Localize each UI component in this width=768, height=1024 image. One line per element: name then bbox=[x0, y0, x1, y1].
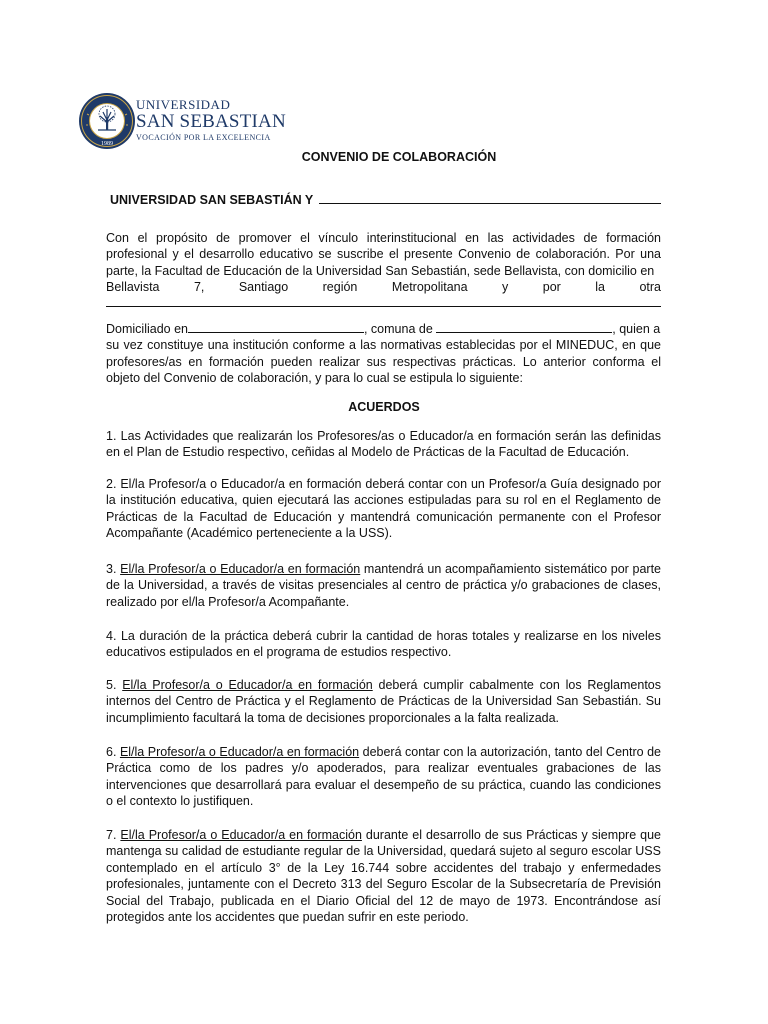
acuerdo-item-5 bbox=[106, 677, 661, 726]
acuerdo-item-3-number: 3. bbox=[106, 562, 121, 576]
acuerdo-item-1 bbox=[106, 428, 661, 461]
acuerdo-item-3 bbox=[106, 561, 661, 610]
acuerdo-item-7-role: El/la Profesor/a o Educador/a en formación bbox=[120, 828, 362, 842]
logo-wordmark bbox=[136, 97, 286, 143]
parties-line bbox=[110, 192, 661, 208]
seal-year: 1989 bbox=[101, 141, 113, 147]
domicile-line bbox=[106, 321, 661, 337]
acuerdo-item-5-text: deberá cumplir cabalmente con los Reglamentos internos del Centro de Práctica y el Reglamento de Prácticas de la Universidad San Sebastián. Su incumplimiento facultará la toma de decisiones proporcionales a la falta realizada. bbox=[106, 678, 661, 725]
university-seal-icon bbox=[78, 92, 136, 150]
acuerdo-item-6-role: El/la Profesor/a o Educador/a en formación bbox=[119, 745, 360, 759]
acuerdo-item-4 bbox=[106, 628, 661, 661]
acuerdo-item-2-text: 2. El/la Profesor/a o Educador/a en formación deberá contar con un Profesor/a Guía designado por la institución educativa, quien ejecutará las acciones estipuladas para su rol en el Reglamento de Prácticas de la Facultad de Educación y mantendrá comunicación permanente con el Profesor Acompañante (Académico perteneciente a la USS). bbox=[106, 477, 661, 541]
acuerdo-item-6 bbox=[106, 744, 661, 810]
intro-p1-text: Con el propósito de promover el vínculo interinstitucional en las actividades de formación profesional y el desarrollo educativo se suscribe el presente Convenio de colaboración. Por una parte, la Facultad de Educación de la Universidad San Sebastián, sede Bellavista, con domicilio en bbox=[106, 231, 661, 278]
commune-label: , comuna de bbox=[363, 322, 433, 336]
acuerdo-item-2 bbox=[106, 476, 661, 542]
document-title: CONVENIO DE COLABORACIÓN bbox=[301, 150, 497, 164]
acuerdo-item-7 bbox=[106, 827, 661, 925]
parties-label: UNIVERSIDAD SAN SEBASTIÁN Y bbox=[110, 193, 314, 207]
acuerdo-item-7-number: 7. bbox=[106, 828, 121, 842]
party-name-blank bbox=[319, 192, 661, 204]
acuerdo-item-4-text: 4. La duración de la práctica deberá cubrir la cantidad de horas totales y realizarse en los niveles educativos estipulados en el programa de estudios respectivo. bbox=[106, 629, 661, 660]
domicile-line-end: , quien a bbox=[612, 322, 661, 336]
acuerdo-item-6-number: 6. bbox=[106, 745, 120, 759]
intro-paragraph-1 bbox=[106, 230, 661, 307]
acuerdo-item-7-text: durante el desarrollo de sus Prácticas y siempre que mantenga su calidad de estudiante regular de la Universidad, quedará sujeto al seguro escolar USS contemplado en el artículo 3° de la Ley 16.744 sobre accidentes del trabajo y enfermedades profesionales, juntamente con el Decreto 313 del Seguro Escolar de la Subsecretaría de Previsión Social del Trabajo, publicada en el Diario Oficial del 12 de mayo de 1973. Encontrándose así protegidos ante los accidentes que puedan sufrir en este periodo. bbox=[106, 828, 661, 925]
acuerdo-item-1-text: 1. Las Actividades que realizarán los Profesores/as o Educador/a en formación serán las definidas en el Plan de Estudio respectivo, ceñidas al Modelo de Prácticas de la Facultad de Educación. bbox=[106, 429, 661, 460]
domicile-blank bbox=[188, 321, 364, 333]
university-logo bbox=[78, 92, 286, 152]
acuerdo-item-5-number: 5. bbox=[106, 678, 123, 692]
intro-p1-last-line: Bellavista 7, Santiago región Metropolitana y por la otra bbox=[106, 280, 661, 295]
logo-line-universidad: UNIVERSIDAD bbox=[136, 97, 231, 112]
acuerdos-heading: ACUERDOS bbox=[348, 400, 420, 414]
acuerdo-item-3-text: mantendrá un acompañamiento sistemático por parte de la Universidad, a través de visitas presenciales al centro de práctica y/o grabaciones de clases, realizado por el/la Profesor/a Acompañante. bbox=[106, 562, 661, 609]
commune-blank bbox=[436, 321, 612, 333]
logo-tagline: VOCACIÓN POR LA EXCELENCIA bbox=[136, 133, 271, 142]
intro-paragraph-2 bbox=[106, 321, 661, 387]
intro-p2-text: su vez constituye una institución conforme a las normativas establecidas por el MINEDUC, en que profesores/as en formación pueden realizar sus respectivas prácticas. Lo anterior conforma el objeto del Convenio de colaboración, y para lo cual se estipula lo siguiente: bbox=[106, 338, 661, 386]
other-party-blank-line bbox=[106, 296, 661, 307]
acuerdo-item-3-role: El/la Profesor/a o Educador/a en formación bbox=[120, 562, 361, 576]
acuerdo-item-6-text: deberá contar con la autorización, tanto del Centro de Práctica como de los padres y/o apoderados, para realizar eventuales grabaciones de las intervenciones que desarrollará para evaluar el desempeño de su práctica, cuando las condiciones o el contexto lo justifiquen. bbox=[106, 745, 661, 809]
acuerdo-item-5-role: El/la Profesor/a o Educador/a en formación bbox=[122, 678, 373, 692]
logo-line-san-sebastian: SAN SEBASTIAN bbox=[136, 111, 286, 132]
domicile-label: Domiciliado en bbox=[106, 322, 188, 336]
